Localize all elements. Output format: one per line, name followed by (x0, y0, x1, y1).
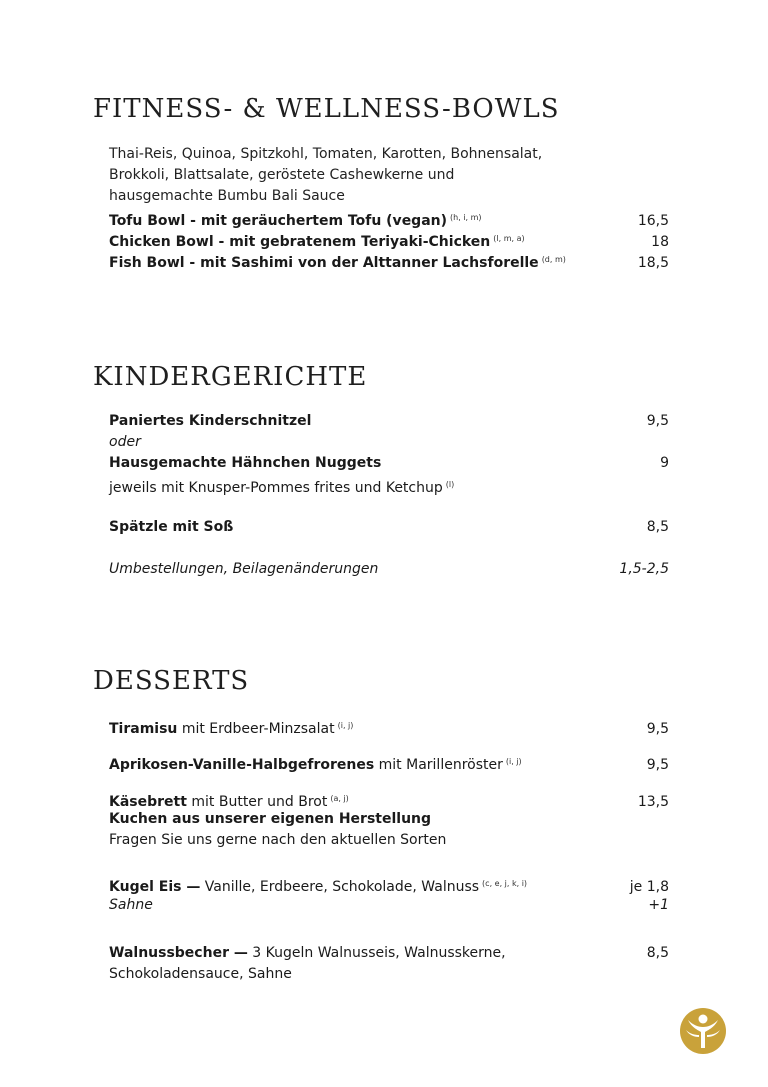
item-price: je 1,8 (629, 879, 669, 895)
menu-item-fish-bowl (109, 249, 669, 270)
allergen-codes: (h, i, m) (450, 213, 482, 222)
menu-item-kinderschnitzel (109, 411, 669, 432)
item-name: Fish Bowl - mit Sashimi von der Alttanner Lachsforelle (109, 255, 539, 271)
item-description: Vanille, Erdbeere, Schokolade, Walnuss (200, 879, 480, 895)
walnussbecher-description (109, 964, 669, 985)
item-name: Kuchen aus unserer eigenen Herstellung (109, 811, 432, 827)
kuchen-description (109, 830, 669, 851)
item-name: Spätzle mit Soß (109, 519, 234, 535)
item-price: +1 (648, 897, 669, 913)
item-price: 8,5 (646, 945, 669, 961)
menu-item-chicken-bowl (109, 228, 669, 249)
item-price: 1,5-2,5 (619, 561, 669, 577)
item-name: Chicken Bowl - mit gebratenem Teriyaki-Chicken (109, 234, 491, 250)
oder-separator (109, 432, 669, 453)
menu-item-kuchen (109, 809, 669, 830)
item-price: 16,5 (637, 213, 669, 229)
item-description: mit Butter und Brot (186, 794, 328, 810)
item-description: Fragen Sie uns gerne nach den aktuellen Sorten (109, 832, 447, 848)
item-name: Paniertes Kinderschnitzel (109, 413, 312, 429)
allergen-codes: (a, j) (330, 794, 349, 803)
item-description: mit Erdbeer-Minzsalat (177, 721, 335, 737)
item-name: Käsebrett (109, 794, 187, 810)
menu-item-tiramisu (109, 715, 669, 736)
menu-item-nuggets (109, 453, 669, 474)
fitness-desc-line: Thai-Reis, Quinoa, Spitzkohl, Tomaten, Karotten, Bohnensalat, (109, 146, 543, 162)
fitness-desc-line: Brokkoli, Blattsalate, geröstete Cashewkerne und (109, 167, 455, 183)
allergen-codes: (i, j) (337, 721, 354, 730)
fitness-description (109, 144, 579, 207)
item-name: Walnussbecher — (109, 945, 248, 961)
allergen-codes: (l, m, a) (493, 234, 525, 243)
item-price: 9,5 (646, 757, 669, 773)
item-name: Umbestellungen, Beilagenänderungen (109, 561, 379, 577)
item-price: 13,5 (637, 794, 669, 810)
menu-item-walnussbecher (109, 943, 669, 964)
menu-item-aprikosen (109, 751, 669, 772)
section-title-desserts: DESSERTS (93, 666, 250, 696)
item-description: jeweils mit Knusper-Pommes frites und Ketchup (109, 480, 443, 496)
allergen-codes: (l) (445, 480, 455, 489)
section-title-fitness: FITNESS- & WELLNESS-BOWLS (93, 94, 560, 124)
item-price: 9,5 (646, 413, 669, 429)
item-price: 18 (651, 234, 669, 250)
allergen-codes: (i, j) (505, 757, 522, 766)
item-description: 3 Kugeln Walnusseis, Walnusskerne, (247, 945, 506, 961)
menu-item-sahne (109, 895, 669, 916)
menu-item-tofu-bowl (109, 207, 669, 228)
tree-figure-icon (680, 1008, 726, 1054)
item-name: Sahne (109, 897, 153, 913)
menu-item-kaesebrett (109, 788, 669, 809)
section-title-kinder: KINDERGERICHTE (93, 362, 368, 392)
item-name: Hausgemachte Hähnchen Nuggets (109, 455, 382, 471)
item-price: 8,5 (646, 519, 669, 535)
menu-item-kugel-eis (109, 873, 669, 894)
item-name: Tofu Bowl - mit geräuchertem Tofu (vegan) (109, 213, 448, 229)
allergen-codes: (c, e, j, k, i) (482, 879, 528, 888)
item-name: Kugel Eis — (109, 879, 201, 895)
fitness-desc-line: hausgemachte Bumbu Bali Sauce (109, 188, 345, 204)
item-price: 18,5 (637, 255, 669, 271)
nuggets-description (109, 474, 669, 495)
allergen-codes: (d, m) (541, 255, 566, 264)
item-description: Schokoladensauce, Sahne (109, 966, 292, 982)
menu-item-spaetzle (109, 517, 669, 538)
oder-text: oder (109, 434, 141, 450)
menu-item-umbestellungen (109, 559, 669, 580)
item-name: Aprikosen-Vanille-Halbgefrorenes (109, 757, 375, 773)
item-price: 9 (660, 455, 669, 471)
item-name: Tiramisu (109, 721, 178, 737)
item-description: mit Marillenröster (374, 757, 503, 773)
item-price: 9,5 (646, 721, 669, 737)
